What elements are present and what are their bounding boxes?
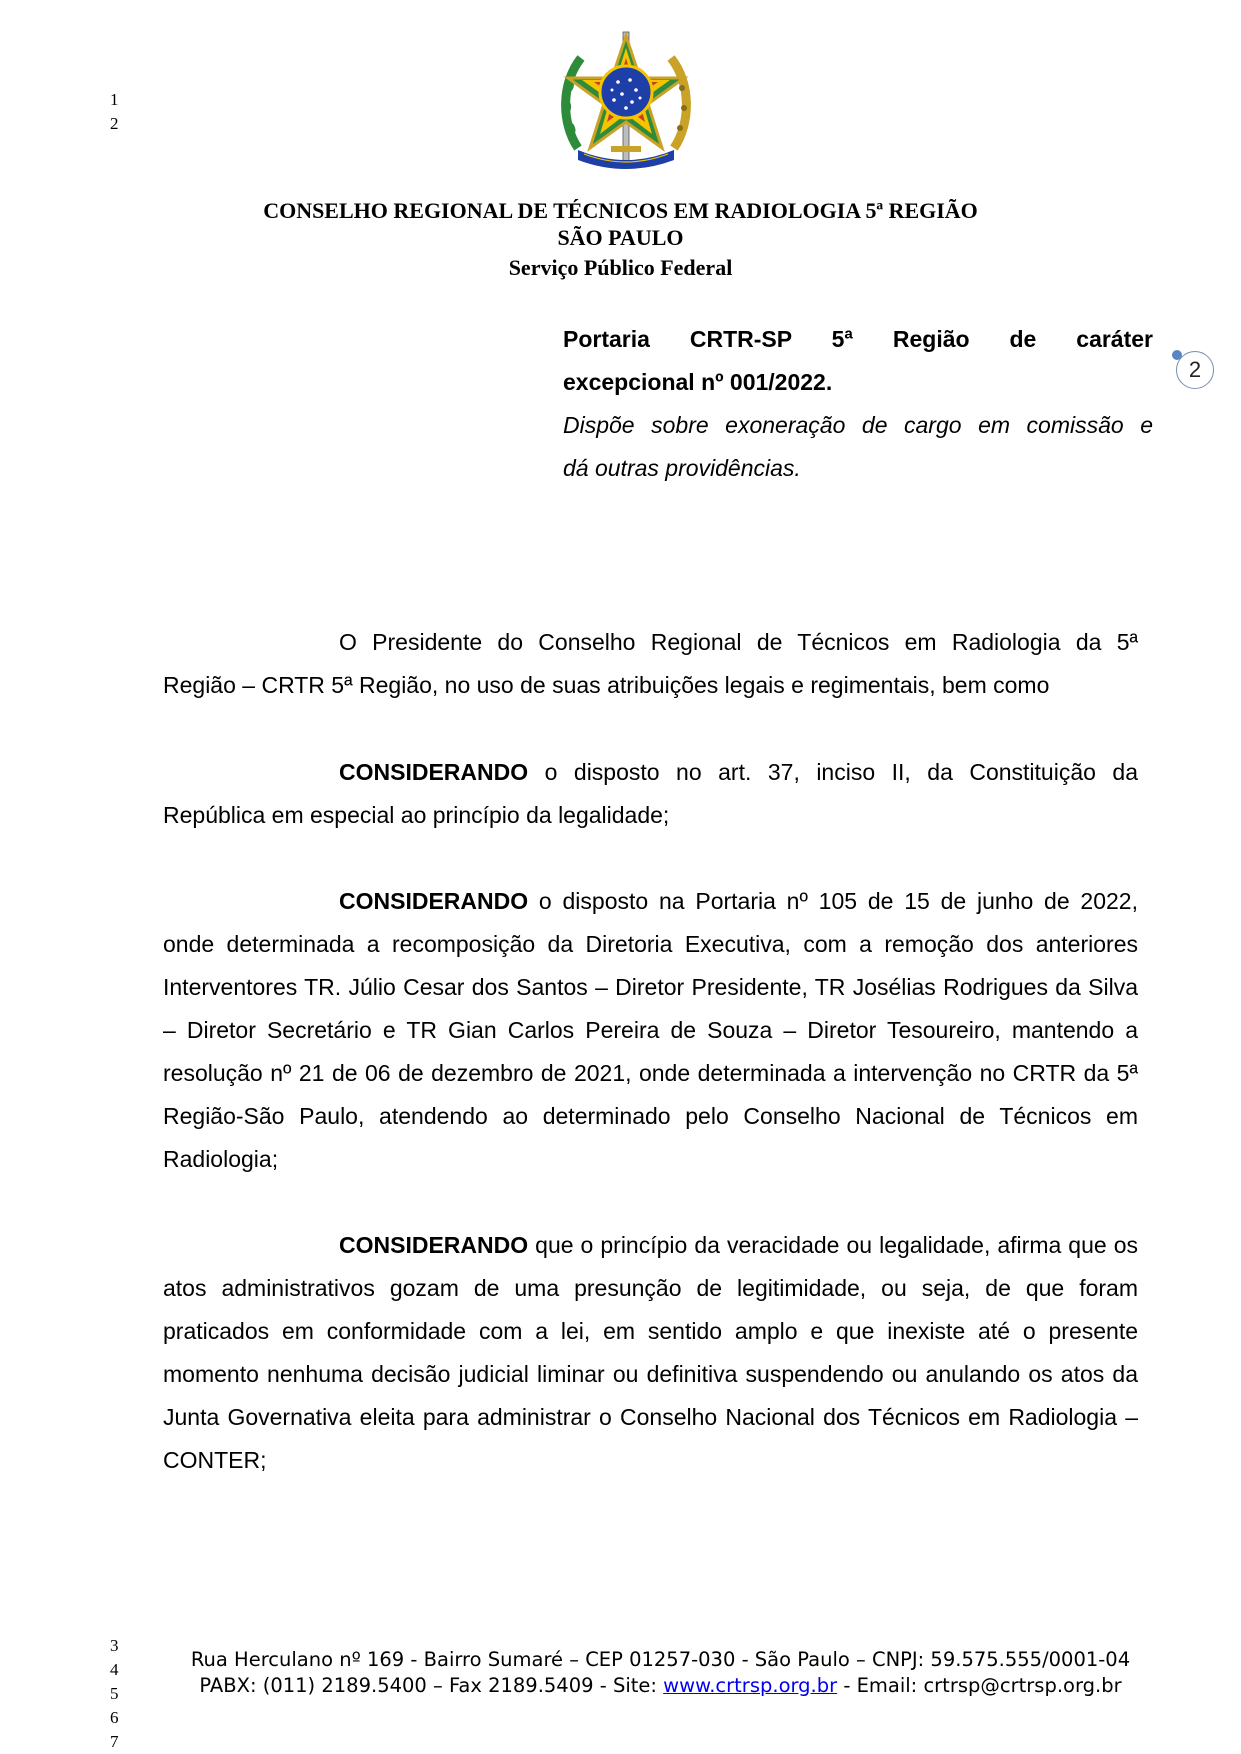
paragraph-text: que o princípio da veracidade ou legalidade, afirma que os atos administrativos gozam de uma presunção de legitimidade, ou seja, de que foram praticados em conformidade com a lei, em sentido amplo e que inexiste até o presente momento nenhuma decisão judicial liminar ou definitiva suspendendo ou anulando os atos da Junta Governativa eleita para administrar o Conselho Nacional dos Técnicos em Radiologia – CONTER; [163, 1232, 1138, 1473]
considerando-label: CONSIDERANDO [339, 888, 529, 914]
line-number: 1 [110, 90, 119, 109]
line-number: 6 [110, 1708, 119, 1727]
portaria-subtitle: Dispõe sobre exoneração de cargo em comissão e [563, 412, 1153, 438]
footer-address: Rua Herculano nº 169 - Bairro Sumaré – CEP 01257-030 - São Paulo – CNPJ: 59.575.555/0001-04 [190, 1648, 1131, 1671]
portaria-subtitle-cont: dá outras providências. [563, 455, 801, 481]
org-name: CONSELHO REGIONAL DE TÉCNICOS EM RADIOLOGIA 5ª REGIÃO [263, 198, 978, 223]
line-number: 7 [110, 1732, 119, 1751]
considerando-label: CONSIDERANDO [339, 1232, 529, 1258]
line-number: 3 [110, 1636, 119, 1655]
considerando-paragraph [163, 1224, 1138, 1482]
considerando-paragraph [163, 880, 1138, 1181]
paragraph-text: o disposto na Portaria nº 105 de 15 de junho de 2022, onde determinada a recomposição da Diretoria Executiva, com a remoção dos anteriores Interventores TR. Júlio Cesar dos Santos – Diretor Presidente, TR Josélias Rodrigues da Silva – Diretor Secretário e TR Gian Carlos Pereira de Souza – Diretor Tesoureiro, mantendo a resolução nº 21 de 06 de dezembro de 2021, onde determinada a intervenção no CRTR da 5ª Região-São Paulo, atendendo ao determinado pelo Conselho Nacional de Técnicos em Radiologia; [163, 888, 1138, 1172]
site-link[interactable]: www.crtrsp.org.br [663, 1674, 838, 1697]
portaria-title: Portaria CRTR-SP 5ª Região de caráter [563, 326, 1153, 352]
footer [140, 1647, 1181, 1699]
intro-line: O Presidente do Conselho Regional de Técnicos em Radiologia da 5ª [339, 629, 1138, 655]
org-service: Serviço Público Federal [508, 255, 733, 280]
footer-phone: PABX: (011) 2189.5400 – Fax 2189.5409 - Site: [199, 1674, 664, 1697]
intro-paragraph [163, 621, 1138, 707]
comment-badge[interactable]: 2 [1176, 351, 1214, 389]
org-region: SÃO PAULO [557, 225, 684, 250]
line-number: 5 [110, 1684, 119, 1703]
line-number: 4 [110, 1660, 119, 1679]
paragraph-text: República em especial ao princípio da legalidade; [163, 802, 670, 828]
considerando-paragraph [163, 751, 1138, 837]
considerando-label: CONSIDERANDO [339, 759, 529, 785]
portaria-title-cont: excepcional nº 001/2022. [563, 369, 833, 395]
footer-email: - Email: crtrsp@crtrsp.org.br [837, 1674, 1122, 1697]
brazil-coat-of-arms-icon [556, 28, 696, 172]
paragraph-text: o disposto no art. 37, inciso II, da Constituição da [528, 759, 1138, 785]
footer-contact [140, 1673, 1181, 1699]
portaria-block [563, 318, 1153, 490]
intro-line: Região – CRTR 5ª Região, no uso de suas atribuições legais e regimentais, bem como [163, 672, 1050, 698]
line-number: 2 [110, 114, 119, 133]
